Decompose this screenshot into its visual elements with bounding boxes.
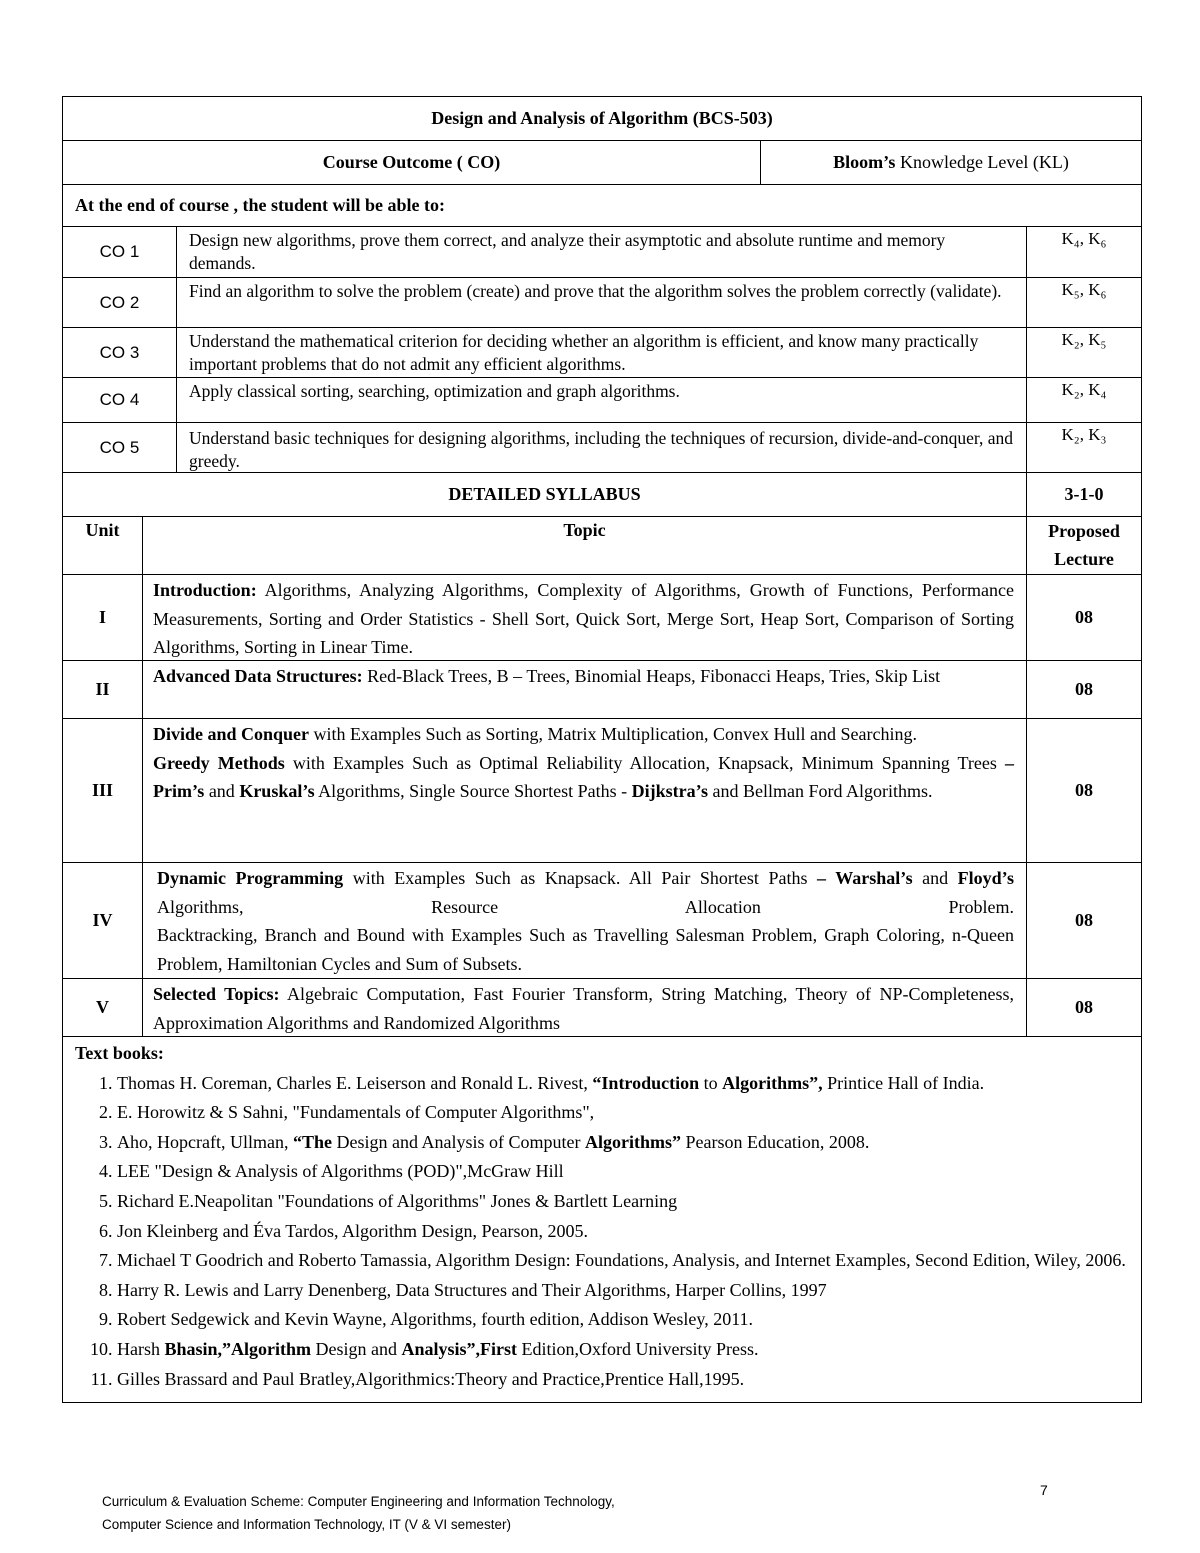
unit-lectures: 08 <box>1075 910 1093 930</box>
textbook-text: Thomas H. Coreman, Charles E. Leiserson and Ronald L. Rivest, <box>117 1072 593 1093</box>
textbook-text: Design and Analysis of Computer <box>331 1131 585 1152</box>
topic-header: Topic <box>143 517 1027 574</box>
unit-row <box>63 863 1141 979</box>
course-title <box>63 97 1141 141</box>
textbook-item: 6. Jon Kleinberg and Éva Tardos, Algorithm Design, Pearson, 2005. <box>117 1217 1131 1247</box>
unit-topic <box>143 863 1027 978</box>
unit-number: IV <box>63 863 143 978</box>
unit-topic-para <box>153 749 1014 806</box>
unit-topic-head: Greedy Methods <box>153 752 285 773</box>
co-row <box>63 278 1141 328</box>
bloom-bold: Bloom’s <box>833 152 896 172</box>
unit-topic-bold: – Warshal’s <box>817 868 913 888</box>
co-label: CO 1 <box>63 227 177 277</box>
textbook-item: 9. Robert Sedgewick and Kevin Wayne, Algorithms, fourth edition, Addison Wesley, 2011. <box>117 1305 1131 1335</box>
textbook-item <box>117 1128 1131 1158</box>
footer-line-2: Computer Science and Information Technology, IT (V & VI semester) <box>102 1517 511 1532</box>
unit-topic-body: and <box>912 868 958 888</box>
co-label: CO 3 <box>63 328 177 377</box>
unit-topic-bold: Kruskal’s <box>239 781 315 801</box>
textbook-item <box>117 1335 1131 1365</box>
textbook-bold: Analysis”,First <box>401 1338 518 1359</box>
textbook-text: Design and <box>311 1338 402 1359</box>
syllabus-heading: DETAILED SYLLABUS <box>63 473 1027 516</box>
co-header-row <box>63 141 1141 185</box>
unit-lectures: 08 <box>1075 997 1093 1017</box>
co-kl: K₂, K₄ <box>1061 380 1107 399</box>
unit-header: Unit <box>63 517 143 574</box>
textbook-item: 4. LEE "Design & Analysis of Algorithms (POD)",McGraw Hill <box>117 1157 1131 1187</box>
unit-topic-bold: Floyd’s <box>957 868 1014 888</box>
ltp-credits: 3-1-0 <box>1064 484 1104 504</box>
unit-row <box>63 719 1141 863</box>
unit-topic-body: Algorithms, Single Source Shortest Paths - <box>314 781 632 801</box>
co-row <box>63 328 1141 378</box>
page-number: 7 <box>1040 1482 1048 1498</box>
co-row <box>63 423 1141 473</box>
unit-topic-body: and Bellman Ford Algorithms. <box>708 781 933 801</box>
textbook-bold: “Introduction <box>592 1072 700 1093</box>
unit-topic <box>143 661 1027 718</box>
co-header-outcome: Course Outcome ( CO) <box>63 141 761 184</box>
textbook-bold: “The <box>292 1131 332 1152</box>
textbook-list <box>75 1069 1131 1395</box>
textbooks-section <box>63 1037 1141 1402</box>
unit-number: III <box>63 719 143 862</box>
unit-lectures: 08 <box>1075 679 1093 699</box>
textbook-item: 7. Michael T Goodrich and Roberto Tamassia, Algorithm Design: Foundations, Analysis, and Internet Examples, Second Edition, Wiley, 2006. <box>117 1246 1131 1276</box>
unit-topic-head: Selected Topics: <box>153 984 280 1004</box>
co-kl: K₅, K₆ <box>1061 280 1107 299</box>
co-kl: K₂, K₃ <box>1061 425 1107 444</box>
textbook-text: to <box>699 1072 723 1093</box>
unit-topic-para <box>153 864 1014 921</box>
textbook-item: 11. Gilles Brassard and Paul Bratley,Algorithmics:Theory and Practice,Prentice Hall,1995. <box>117 1365 1131 1395</box>
unit-lectures: 08 <box>1075 607 1093 627</box>
textbook-text: Harsh <box>117 1338 165 1359</box>
syllabus-heading-row <box>63 473 1141 517</box>
unit-topic-body: Red-Black Trees, B – Trees, Binomial Heaps, Fibonacci Heaps, Tries, Skip List <box>362 666 941 686</box>
unit-topic-body: with Examples Such as Knapsack. All Pair Shortest Paths <box>343 868 818 888</box>
co-label: CO 4 <box>63 378 177 422</box>
unit-row <box>63 575 1141 661</box>
unit-topic-head: Introduction: <box>153 580 257 600</box>
co-description: Find an algorithm to solve the problem (create) and prove that the algorithm solves the problem correctly (validate). <box>177 278 1027 327</box>
unit-topic-head: Advanced Data Structures: <box>153 666 363 686</box>
intro-row <box>63 185 1141 227</box>
textbook-text: Edition,Oxford University Press. <box>517 1338 759 1359</box>
textbook-bold: Bhasin,”Algorithm <box>164 1338 312 1359</box>
course-title-text: Design and Analysis of Algorithm (BCS-503) <box>431 108 773 128</box>
textbook-item <box>117 1069 1131 1099</box>
unit-topic-body: Algorithms, Analyzing Algorithms, Complexity of Algorithms, Growth of Functions, Performance Measurements, Sorting and Order Statistics - Shell Sort, Quick Sort, Merge Sort, Heap Sort, Comparison of Sorting Algorithms, Sorting in Linear Time. <box>153 580 1014 657</box>
textbooks-title: Text books: <box>75 1043 164 1063</box>
co-description: Apply classical sorting, searching, optimization and graph algorithms. <box>177 378 1027 422</box>
textbook-bold: Algorithms”, <box>722 1072 823 1093</box>
syllabus-table <box>62 96 1142 1403</box>
unit-topic-para <box>153 720 1014 749</box>
textbook-bold: Algorithms” <box>584 1131 681 1152</box>
co-description: Understand basic techniques for designing algorithms, including the techniques of recursion, divide-and-conquer, and greedy. <box>177 423 1027 472</box>
textbook-text: Aho, Hopcraft, Ullman, <box>117 1131 293 1152</box>
co-description: Design new algorithms, prove them correct, and analyze their asymptotic and absolute runtime and memory demands. <box>177 227 1027 277</box>
unit-topic <box>143 979 1027 1036</box>
unit-header-row <box>63 517 1141 575</box>
intro-text: At the end of course , the student will be able to: <box>75 195 445 215</box>
unit-number: V <box>63 979 143 1036</box>
unit-topic-bold: – Prim’s <box>153 752 1014 801</box>
footer-line-1: Curriculum & Evaluation Scheme: Computer Engineering and Information Technology, <box>102 1494 615 1509</box>
textbook-item: 2. E. Horowitz & S Sahni, "Fundamentals of Computer Algorithms", <box>117 1098 1131 1128</box>
textbook-text: Printice Hall of India. <box>822 1072 985 1093</box>
co-description: Understand the mathematical criterion for deciding whether an algorithm is efficient, and know many practically important problems that do not admit any efficient algorithms. <box>177 328 1027 377</box>
unit-topic <box>143 719 1027 862</box>
unit-topic-bold: Dijkstra’s <box>631 781 708 801</box>
unit-number: II <box>63 661 143 718</box>
unit-topic-body: with Examples Such as Sorting, Matrix Multiplication, Convex Hull and Searching. <box>309 724 917 744</box>
unit-topic-head: Dynamic Programming <box>157 868 344 888</box>
textbook-item: 5. Richard E.Neapolitan "Foundations of Algorithms" Jones & Bartlett Learning <box>117 1187 1131 1217</box>
co-row <box>63 227 1141 278</box>
unit-lectures: 08 <box>1075 780 1093 800</box>
unit-topic <box>143 575 1027 660</box>
co-kl: K₂, K₅ <box>1061 330 1107 349</box>
co-row <box>63 378 1141 423</box>
lecture-header: Proposed Lecture <box>1048 521 1120 569</box>
unit-topic-para: Backtracking, Branch and Bound with Examples Such as Travelling Salesman Problem, Graph Coloring, n-Queen Problem, Hamiltonian Cycles and Sum of Subsets. <box>157 925 1014 974</box>
co-header-bloom <box>761 141 1141 184</box>
textbook-item: 8. Harry R. Lewis and Larry Denenberg, Data Structures and Their Algorithms, Harper Collins, 1997 <box>117 1276 1131 1306</box>
unit-number: I <box>63 575 143 660</box>
unit-topic-body: with Examples Such as Optimal Reliability Allocation, Knapsack, Minimum Spanning Trees <box>284 752 1005 773</box>
co-kl: K₄, K₆ <box>1061 229 1107 248</box>
unit-row <box>63 979 1141 1037</box>
bloom-rest: Knowledge Level (KL) <box>895 152 1069 172</box>
page-footer <box>102 1490 615 1536</box>
unit-topic-body: and <box>204 781 240 801</box>
co-label: CO 5 <box>63 423 177 472</box>
co-label: CO 2 <box>63 278 177 327</box>
textbook-text: Pearson Education, 2008. <box>680 1131 870 1152</box>
unit-row <box>63 661 1141 719</box>
unit-topic-head: Divide and Conquer <box>153 724 310 744</box>
unit-topic-body: Algorithms, Resource Allocation Problem. <box>157 896 1014 917</box>
unit-topic-body: Algebraic Computation, Fast Fourier Transform, String Matching, Theory of NP-Completeness, Approximation Algorithms and Randomized Algorithms <box>153 984 1014 1033</box>
